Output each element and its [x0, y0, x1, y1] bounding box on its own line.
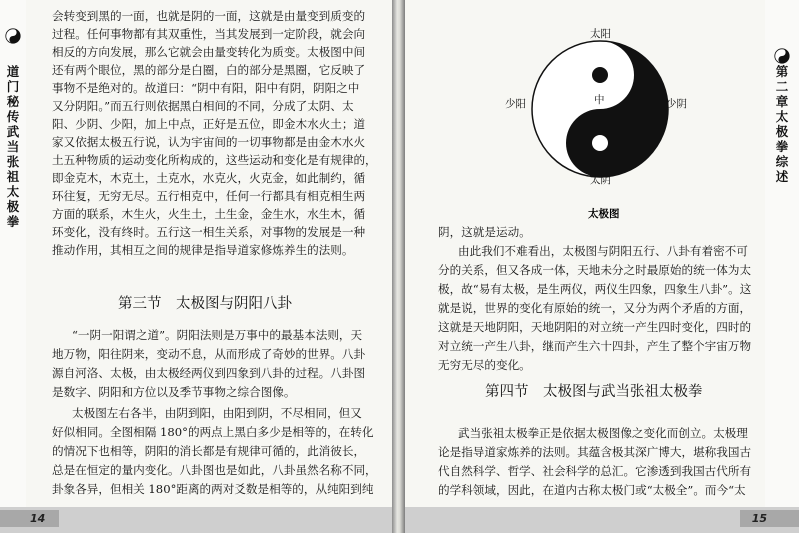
text-line: 地万物，阳往阴来，变动不息，从而形成了奇妙的世界。八卦 [52, 347, 366, 361]
text-line: 无穷无尽的变化。 [438, 358, 531, 372]
text-line: 阳、少阴、少阳，加上中点，正好是五位，即金木水火土；道 [52, 117, 366, 131]
text-line: 源自河洛、太极，由太极经两仪到四象到八卦的过程。八卦图 [52, 366, 366, 380]
text-line: 还有两个眼位，黑的部分是白圈，白的部分是黑圈，它反映了 [52, 63, 366, 77]
text-line: 的学科领域，因此，在道内古称太极门或“太极全”。而今“太 [438, 483, 746, 497]
text-line: 就是说，世界的变化有原始的统一，又分为两个矛盾的方面， [438, 301, 752, 315]
diagram-label-center: 中 [594, 94, 605, 106]
section-heading: 第三节 太极图与阴阳八卦 [118, 296, 292, 312]
right-sidebar-content [765, 0, 799, 533]
text-line: 又分阴阳。”而五行则依据黑白相间的不同，分成了太阴、太 [52, 99, 354, 113]
text-line: 太极图左右各半，由阴到阳，由阳到阴，不尽相同，但又 [72, 406, 362, 420]
yin-yang-icon [774, 48, 790, 64]
text-line: 好似相同。全图相隔 180°的两点上黑白多少是相等的，在转化 [52, 425, 374, 439]
text-line: 对立统一产生八卦，继而产生六十四卦，产生了整个宇宙万物 [438, 339, 752, 353]
page-number: 15 [740, 510, 799, 527]
text-line: 卦象各异，但相关 180°距离的两对爻数是相等的，从纯阳到纯 [52, 482, 374, 496]
text-line: 土五种物质的运动变化所构成的，这些运动和变化是有规律的， [52, 153, 377, 167]
diagram-label-right: 少阴 [666, 98, 687, 110]
text-line: 是数字、阴阳和方位以及季节事物之综合图像。 [52, 385, 296, 399]
diagram-label-left: 少阳 [505, 98, 526, 110]
taiji-diagram [500, 24, 700, 214]
diagram-label-top: 太阳 [590, 28, 611, 40]
text-line: 过程。任何事物都有其双重性，当其发展到一定阶段，就会向 [52, 27, 366, 41]
text-line: 分的关系，但又各成一体，天地未分之时最原始的统一体为太 [438, 263, 752, 277]
book-gutter [392, 0, 405, 533]
text-line: 家又依据太极五行说，认为宇宙间的一切事物都是由金木水火 [52, 135, 366, 149]
right-page [405, 0, 799, 533]
section-heading: 第四节 太极图与武当张祖太极拳 [485, 384, 703, 400]
text-line: 这就是天地阴阳，天地阴阳的对立统一产生四时变化，四时的 [438, 320, 752, 334]
yin-yang-icon [5, 28, 21, 44]
text-line: 总是在恒定的量内变化。八卦图也是如此，八卦虽然名称不同， [52, 463, 377, 477]
left-page [0, 0, 392, 533]
right-side-title: 第二章 太极拳综述 [775, 64, 789, 184]
diagram-label-bottom: 太阴 [590, 174, 611, 186]
text-line: 的情况下也相等，阴阳的消长都是有规律可循的，此消彼长， [52, 444, 366, 458]
text-line: “一阴一阳谓之道”。阴阳法则是万事中的最基本法则，天 [72, 328, 363, 342]
text-line: 环往复，无穷无尽。五行相克中，任何一行都具有相克相生两 [52, 189, 366, 203]
text-line: 环变化，没有终时。五行这一相生关系，对事物的发展是一种 [52, 225, 366, 239]
text-line: 论是指导道家炼养的法则。其蕴含极其深广博大，堪称我国古 [438, 445, 752, 459]
text-line: 会转变到黑的一面，也就是阴的一面，这就是由量变到质变的 [52, 9, 366, 23]
left-side-title: 道门秘传武当张祖太极拳 [6, 64, 20, 229]
text-line: 事物不是绝对的。故道曰：“阴中有阳，阳中有阴，阴阳之中 [52, 81, 360, 95]
text-line: 武当张祖太极拳正是依据太极图像之变化而创立。太极理 [458, 426, 748, 440]
text-line: 代自然科学、哲学、社会科学的总汇。它渗透到我国古代所有 [438, 464, 752, 478]
text-line: 阴，这就是运动。 [438, 225, 531, 239]
text-line: 即金克木，木克土，土克水，水克火，火克金，如此制约，循 [52, 171, 366, 185]
text-line: 由此我们不难看出，太极图与阴阳五行、八卦有着密不可 [458, 244, 748, 258]
page-number: 14 [0, 510, 59, 527]
text-line: 方面的联系，木生火，火生土，土生金，金生水，水生木，循 [52, 207, 366, 221]
text-line: 相反的方向发展，那么它就会由量变转化为质变。太极图中间 [52, 45, 366, 59]
figure-caption: 太极图 [588, 208, 620, 220]
text-line: 推动作用，其相互之间的规律是指导道家修炼养生的法则。 [52, 243, 354, 257]
text-line: 极，故“易有太极，是生两仪，两仪生四象，四象生八卦”。这 [438, 282, 752, 296]
